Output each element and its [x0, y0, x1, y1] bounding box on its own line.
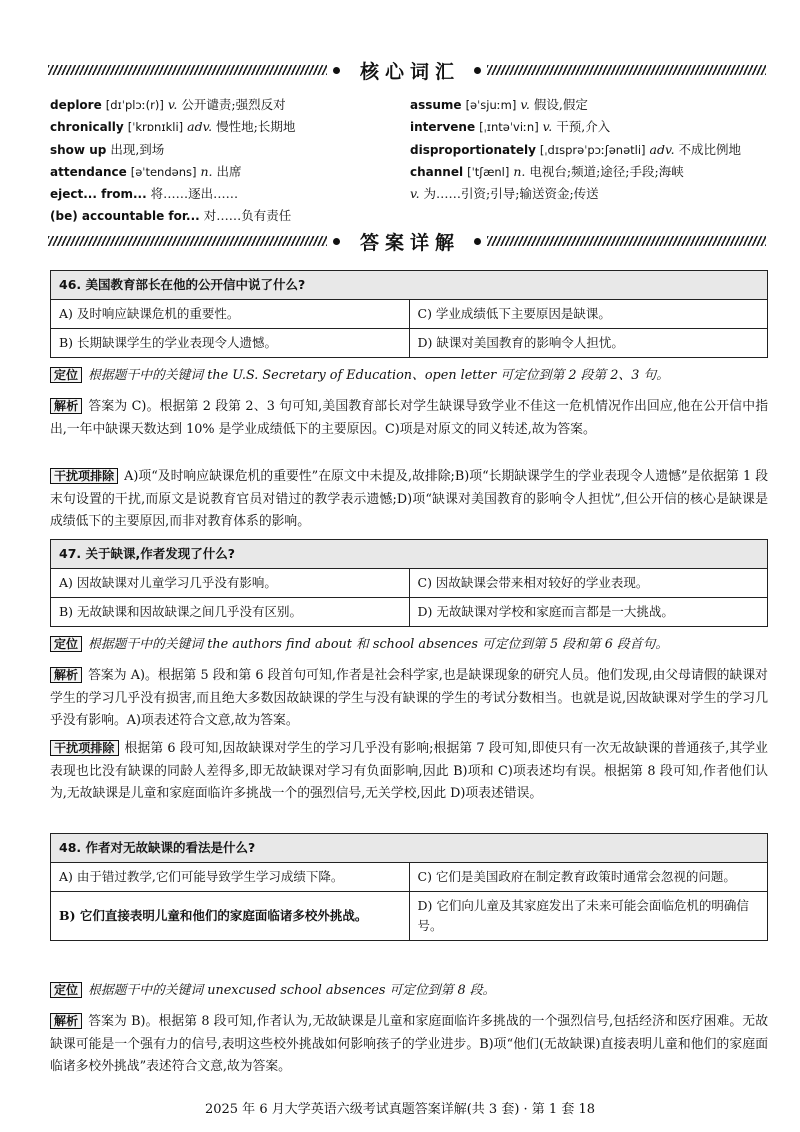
option-d: D) 缺课对美国教育的影响令人担忧。 — [409, 329, 768, 358]
distractor-tag: 干扰项排除 — [50, 740, 119, 756]
option-c: C) 因故缺课会带来相对较好的学业表现。 — [409, 569, 768, 598]
vocab-item: chronically [ˈkrɒnɪkli] adv. 慢性地;长期地 — [50, 119, 296, 135]
locate-47: 定位 根据题干中的关键词 the authors find about 和 school absences 可定位到第 5 段和第 6 段首句。 — [50, 633, 768, 657]
option-d: D) 它们向儿童及其家庭发出了未来可能会面临危机的明确信号。 — [409, 892, 768, 941]
analysis-tag: 解析 — [50, 667, 82, 683]
analysis-47: 解析 答案为 A)。根据第 5 段和第 6 段首句可知,作者是社会科学家,也是缺课现象的研究人员。他们发现,由父母请假的缺课对学生的学习几乎没有损害,而且绝大多数因故缺课的学生与没有缺课的学生的考试分数相当。也就是说,因故缺课对学生的学习几乎没有影响。A)项表述符合文意,故为答案。 — [50, 668, 768, 728]
vocab-item: eject... from... 将……逐出…… — [50, 186, 239, 202]
option-c: C) 学业成绩低下主要原因是缺课。 — [409, 300, 768, 329]
question-46-table — [50, 270, 768, 358]
bullet-dot — [474, 67, 481, 74]
vocab-item: channel [ˈtʃænl] n. 电视台;频道;途径;手段;海峡 — [410, 163, 684, 179]
vocab-list-right — [410, 94, 770, 204]
section-header-answers — [48, 228, 766, 254]
option-a: A) 由于错过教学,它们可能导致学生学习成绩下降。 — [51, 863, 410, 892]
vocab-item: v. 为……引资;引导;输送资金;传送 — [410, 186, 599, 202]
option-a: A) 因故缺课对儿童学习几乎没有影响。 — [51, 569, 410, 598]
question-47-table — [50, 539, 768, 627]
section-title-vocab: 核心词汇 — [360, 60, 461, 83]
hatch-divider — [48, 236, 327, 246]
vocab-item: (be) accountable for... 对……负有责任 — [50, 208, 292, 224]
vocab-item: disproportionately [ˌdɪsprəˈpɔːʃənətli] adv. 不成比例地 — [410, 141, 742, 157]
option-b: B) 无故缺课和因故缺课之间几乎没有区别。 — [51, 598, 410, 627]
section-title-answers: 答案详解 — [360, 231, 461, 254]
analysis-tag: 解析 — [50, 398, 82, 414]
question-48-stem: 48. 作者对无故缺课的看法是什么? — [51, 834, 768, 863]
analysis-46: 解析 答案为 C)。根据第 2 段第 2、3 句可知,美国教育部长对学生缺课导致学业不佳这一危机情况作出回应,他在公开信中指出,一年中缺课天数达到 10% 是学业成绩低下的主要原因。C)项是对原文的同义转述,故为答案。 — [50, 399, 768, 437]
question-46-stem: 46. 美国教育部长在他的公开信中说了什么? — [51, 271, 768, 300]
vocab-item: deplore [dɪˈplɔː(r)] v. 公开谴责;强烈反对 — [50, 97, 286, 112]
vocab-item: assume [əˈsjuːm] v. 假设,假定 — [410, 97, 588, 112]
locate-tag: 定位 — [50, 367, 82, 383]
vocab-list-left — [50, 94, 400, 228]
bullet-dot — [333, 67, 340, 74]
analysis-48: 解析 答案为 B)。根据第 8 段可知,作者认为,无故缺课是儿童和家庭面临许多挑战的一个强烈信号,包括经济和医疗困难。无故缺课可能是一个强有力的信号,表明这些校外挑战如何影响孩子的学业进步。B)项“他们(无故缺课)直接表明儿童和他们的家庭面临诸多校外挑战”表述符合文意,故为答案。 — [50, 1014, 768, 1074]
question-47-stem: 47. 关于缺课,作者发现了什么? — [51, 540, 768, 569]
vocab-item: intervene [ˌɪntəˈviːn] v. 干预,介入 — [410, 119, 611, 135]
option-c: C) 它们是美国政府在制定教育政策时通常会忽视的问题。 — [409, 863, 768, 892]
vocab-item: attendance [əˈtendəns] n. 出席 — [50, 163, 242, 179]
distractor-tag: 干扰项排除 — [50, 468, 118, 484]
analysis-tag: 解析 — [50, 1013, 82, 1029]
option-b: B) 它们直接表明儿童和他们的家庭面临诸多校外挑战。 — [51, 892, 410, 941]
locate-tag: 定位 — [50, 982, 82, 998]
page-footer: 2025 年 6 月大学英语六级考试真题答案详解(共 3 套) · 第 1 套 18 — [204, 1102, 596, 1117]
locate-tag: 定位 — [50, 636, 82, 652]
distractor-46: 干扰项排除 A)项“及时响应缺课危机的重要性”在原文中未提及,故排除;B)项“长期缺课学生的学业表现令人遗憾”是依据第 1 段末句设置的干扰,而原文是说教育官员对错过的教学表示遗憾;D)项“缺课对美国教育的影响令人担忧”,但公开信的核心是缺课是成绩低下的主要原因,而非对教育体系的影响。 — [50, 469, 768, 529]
vocab-item: show up 出现,到场 — [50, 141, 165, 157]
option-a: A) 及时响应缺课危机的重要性。 — [51, 300, 410, 329]
hatch-divider — [48, 65, 327, 75]
distractor-47: 干扰项排除 根据第 6 段可知,因故缺课对学生的学习几乎没有影响;根据第 7 段可知,即使只有一次无故缺课的普通孩子,其学业表现也比没有缺课的同龄人差得多,即无故缺课对学习有负面影响,因此 B)项和 C)项表述均有误。根据第 8 段可知,作者他们认为,无故缺课是儿童和家庭面临许多挑战一个的强烈信号,无关学校,因此 D)项表述错误。 — [50, 741, 768, 801]
locate-48: 定位 根据题干中的关键词 unexcused school absences 可定位到第 8 段。 — [50, 979, 768, 1003]
option-b: B) 长期缺课学生的学业表现令人遗憾。 — [51, 329, 410, 358]
section-header-vocab — [48, 57, 766, 83]
hatch-divider — [487, 236, 766, 246]
bullet-dot — [333, 238, 340, 245]
hatch-divider — [487, 65, 766, 75]
option-d: D) 无故缺课对学校和家庭而言都是一大挑战。 — [409, 598, 768, 627]
question-48-table — [50, 833, 768, 941]
bullet-dot — [474, 238, 481, 245]
locate-46: 定位 根据题干中的关键词 the U.S. Secretary of Education、open letter 可定位到第 2 段第 2、3 句。 — [50, 364, 768, 388]
